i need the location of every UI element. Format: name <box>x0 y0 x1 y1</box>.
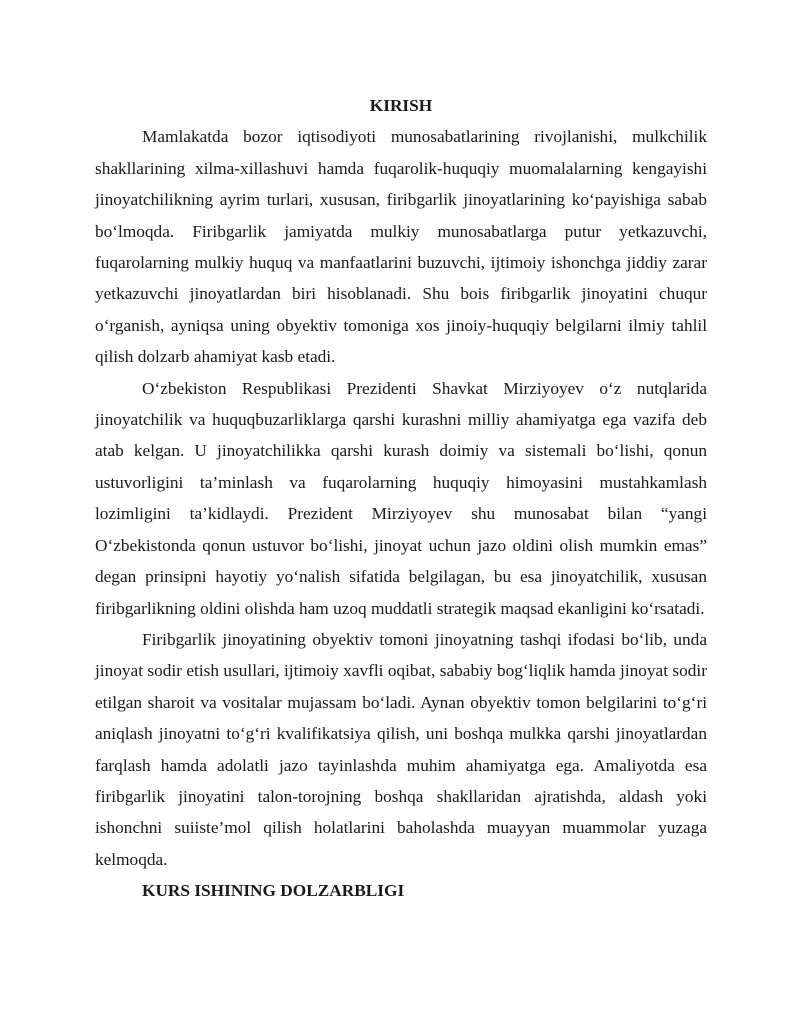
section-heading: KURS ISHINING DOLZARBLIGI <box>142 881 405 901</box>
paragraph-intro: Mamlakatda bozor iqtisodiyoti munosabatlarining rivojlanishi, mulkchilik shakllarining xilma-xillashuvi hamda fuqarolik-huquqiy muomalalarning kengayishi jinoyatchilikning ayrim turlari, xususan, firibgarlik jinoyatlarining ko‘payishiga sabab bo‘lmoqda. Firibgarlik jamiyatda mulkiy munosabatlarga putur yetkazuvchi, fuqarolarning mulkiy huquq va manfaatlarini buzuvchi, ijtimoiy ishonchga jiddiy zarar yetkazuvchi jinoyatlardan biri hisoblanadi. Shu bois firibgarlik jinoyatini chuqur o‘rganish, ayniqsa uning obyektiv tomoniga xos jinoiy-huquqiy belgilarni ilmiy tahlil qilish dolzarb ahamiyat kasb etadi. <box>95 127 707 367</box>
paragraph-president: O‘zbekiston Respublikasi Prezidenti Shavkat Mirziyoyev o‘z nutqlarida jinoyatchilik va huquqbuzarliklarga qarshi kurashni milliy ahamiyatga ega vazifa deb atab kelgan. U jinoyatchilikka qarshi kurash doimiy va sistemali bo‘lishi, qonun ustuvorligini ta’minlash va fuqarolarning huquqiy himoyasini mustahkamlash lozimligini ta’kidlaydi. Prezident Mirziyoyev shu munosabat bilan “yangi O‘zbekistonda qonun ustuvor bo‘lishi, jinoyat uchun jazo oldini olish mumkin emas” degan prinsipni hayotiy yo‘nalish sifatida belgilagan, bu esa jinoyatchilik, xususan firibgarlikning oldini olishda ham uzoq muddatli strategik maqsad ekanligini ko‘rsatadi. <box>95 378 707 618</box>
document-title: KIRISH <box>369 96 433 115</box>
document-page <box>95 90 707 907</box>
paragraph-objective-side: Firibgarlik jinoyatining obyektiv tomoni jinoyatning tashqi ifodasi bo‘lib, unda jinoyat sodir etish usullari, ijtimoiy xavfli oqibat, sababiy bog‘liqlik hamda jinoyat sodir etilgan sharoit va vositalar mujassam bo‘ladi. Aynan obyektiv tomon belgilarini to‘g‘ri aniqlash jinoyatni to‘g‘ri kvalifikatsiya qilish, uni boshqa mulkka qarshi jinoyatlardan farqlash hamda adolatli jazo tayinlashda muhim ahamiyatga ega. Amaliyotda esa firibgarlik jinoyatini talon-torojning boshqa shakllaridan ajratishda, aldash yoki ishonchni suiiste’mol qilish holatlarini baholashda muayyan muammolar yuzaga kelmoqda. <box>95 629 707 869</box>
